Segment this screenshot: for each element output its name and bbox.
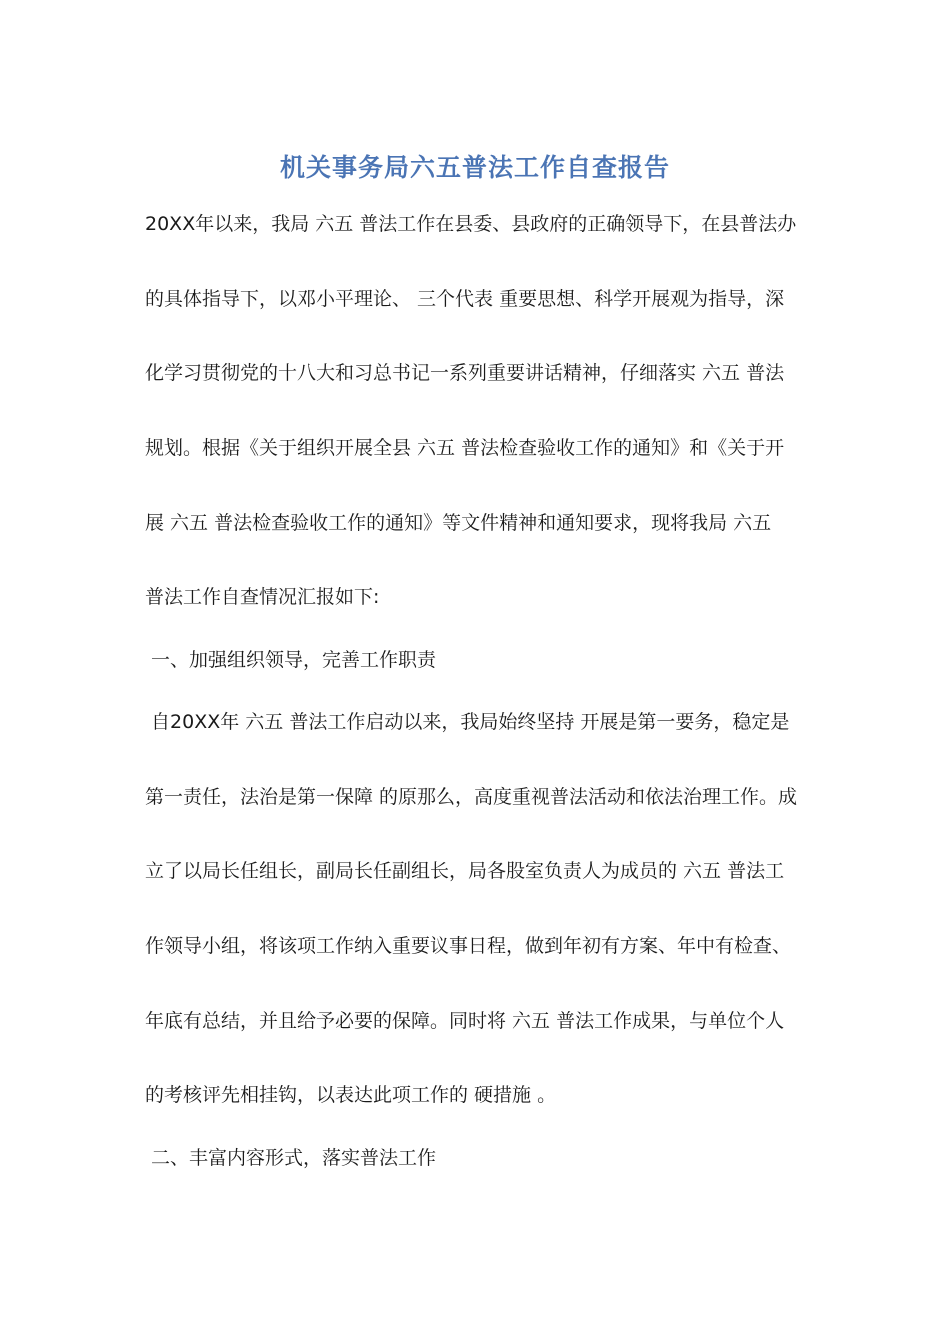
- section-1-line-1: 自20XX年 六五 普法工作启动以来，我局始终坚持 开展是第一要务，稳定是: [145, 711, 790, 733]
- section-1-line-3: 立了以局长任组长，副局长任副组长，局各股室负责人为成员的 六五 普法工: [145, 860, 785, 882]
- intro-line-5: 展 六五 普法检查验收工作的通知》等文件精神和通知要求，现将我局 六五: [145, 512, 772, 534]
- section-1-line-4: 作领导小组，将该项工作纳入重要议事日程，做到年初有方案、年中有检查、: [145, 935, 792, 957]
- intro-line-4: 规划。根据《关于组织开展全县 六五 普法检查验收工作的通知》和《关于开: [145, 437, 785, 459]
- intro-line-2: 的具体指导下，以邓小平理论、 三个代表 重要思想、科学开展观为指导，深: [145, 288, 785, 310]
- section-1-heading: 一、加强组织领导，完善工作职责: [145, 649, 437, 671]
- document-title: 机关事务局六五普法工作自查报告: [279, 153, 670, 182]
- section-1-line-6: 的考核评先相挂钩，以表达此项工作的 硬措施 。: [145, 1084, 557, 1106]
- section-1-line-2: 第一责任，法治是第一保障 的原那么，高度重视普法活动和依法治理工作。成: [145, 786, 798, 808]
- intro-line-6: 普法工作自查情况汇报如下:: [145, 586, 380, 608]
- section-2-heading: 二、丰富内容形式，落实普法工作: [145, 1147, 437, 1169]
- intro-line-3: 化学习贯彻党的十八大和习总书记一系列重要讲话精神，仔细落实 六五 普法: [145, 362, 785, 384]
- intro-line-1: 20XX年以来，我局 六五 普法工作在县委、县政府的正确领导下，在县普法办: [145, 213, 797, 235]
- section-1-line-5: 年底有总结，并且给予必要的保障。同时将 六五 普法工作成果，与单位个人: [145, 1010, 785, 1032]
